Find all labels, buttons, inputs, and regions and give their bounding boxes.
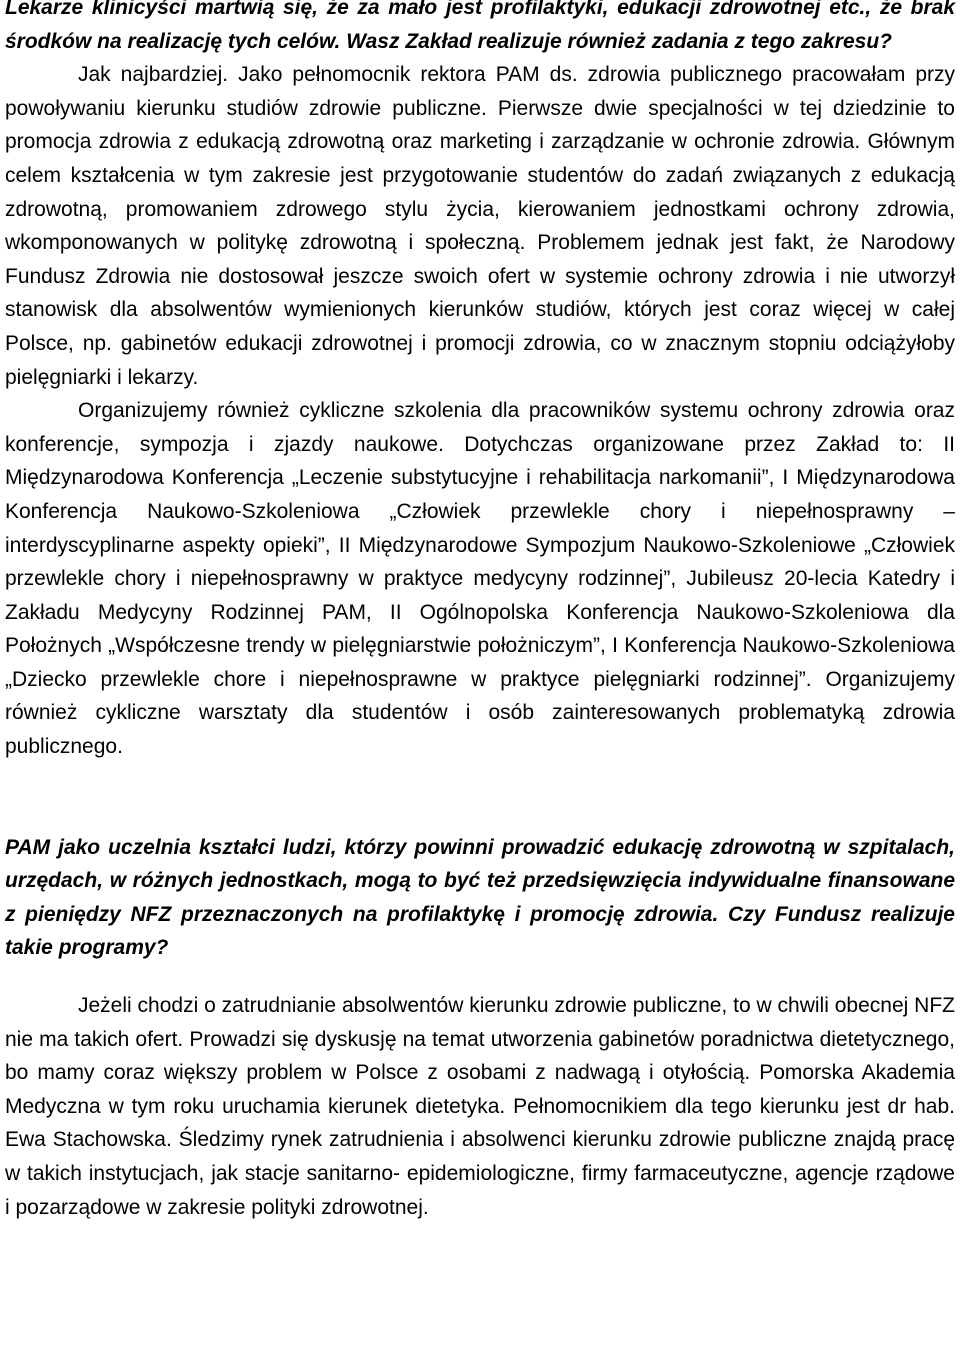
interview-answer-1-paragraph-1: Jak najbardziej. Jako pełnomocnik rektora PAM ds. zdrowia publicznego pracowałam przy powoływaniu kierunku studiów zdrowie publiczne. Pierwsze dwie specjalności w tej dziedzinie to promocja zdrowia z edukacją zdrowotną oraz marketing i zarządzanie w ochronie zdrowia. Głównym celem kształcenia w tym zakresie jest przygotowanie studentów do zadań związanych z edukacją zdrowotną, promowaniem zdrowego stylu życia, kierowaniem jednostkami ochrony zdrowia, wkomponowanych w politykę zdrowotną i społeczną. Problemem jednak jest fakt, że Narodowy Fundusz Zdrowia nie dostosował jeszcze swoich ofert w systemie ochrony zdrowia i nie utworzył stanowisk dla absolwentów wymienionych kierunków studiów, których jest coraz więcej w całej Polsce, np. gabinetów edukacji zdrowotnej i promocji zdrowia, co w znacznym stopniu odciążyłoby pielęgniarki i lekarzy. — [5, 63, 955, 389]
interview-answer-1-paragraph-2: Organizujemy również cykliczne szkolenia dla pracowników systemu ochrony zdrowia oraz konferencje, sympozja i zjazdy naukowe. Dotychczas organizowane przez Zakład to: II Międzynarodowa Konferencja „Leczenie substytucyjne i rehabilitacja narkomanii”, I Międzynarodowa Konferencja Naukowo-Szkoleniowa „Człowiek przewlekle chory i niepełnosprawny – interdyscyplinarne aspekty opieki”, II Międzynarodowe Sympozjum Naukowo-Szkoleniowe „Człowiek przewlekle chory i niepełnosprawny w praktyce medycyny rodzinnej”, Jubileusz 20-lecia Katedry i Zakładu Medycyny Rodzinnej PAM, II Ogólnopolska Konferencja Naukowo-Szkoleniowa dla Położnych „Współczesne trendy w pielęgniarstwie położniczym”, I Konferencja Naukowo-Szkoleniowa „Dziecko przewlekle chore i niepełnosprawne w praktyce pielęgniarki rodzinnej”. Organizujemy również cykliczne warsztaty dla studentów i osób zainteresowanych problematyką zdrowia publicznego. — [5, 399, 955, 759]
interview-answer-2-paragraph-1: Jeżeli chodzi o zatrudnianie absolwentów kierunku zdrowie publiczne, to w chwili obecnej NFZ nie ma takich ofert. Prowadzi się dyskusję na temat utworzenia gabinetów poradnictwa dietetycznego, bo mamy coraz większy problem w Polsce z osobami z nadwagą i otyłością. Pomorska Akademia Medyczna w tym roku uruchamia kierunek dietetyka. Pełnomocnikiem dla tego kierunku jest dr hab. Ewa Stachowska. Śledzimy rynek zatrudnienia i absolwenci kierunku zdrowie publiczne znajdą pracę w takich instytucjach, jak stacje sanitarno- epidemiologiczne, firmy farmaceutyczne, agencje rządowe i pozarządowe w zakresie polityki zdrowotnej. — [5, 994, 955, 1219]
interview-question-1: Lekarze klinicyści martwią się, że za mało jest profilaktyki, edukacji zdrowotnej etc., że brak środków na realizację tych celów. Wasz Zakład realizuje również zadania z tego zakresu? — [5, 0, 955, 53]
interview-question-2: PAM jako uczelnia kształci ludzi, którzy powinni prowadzić edukację zdrowotną w szpitalach, urzędach, w różnych jednostkach, mogą to być też przedsięwzięcia indywidualne finansowane z pieniędzy NFZ przeznaczonych na profilaktykę i promocję zdrowia. Czy Fundusz realizuje takie programy? — [5, 835, 955, 960]
